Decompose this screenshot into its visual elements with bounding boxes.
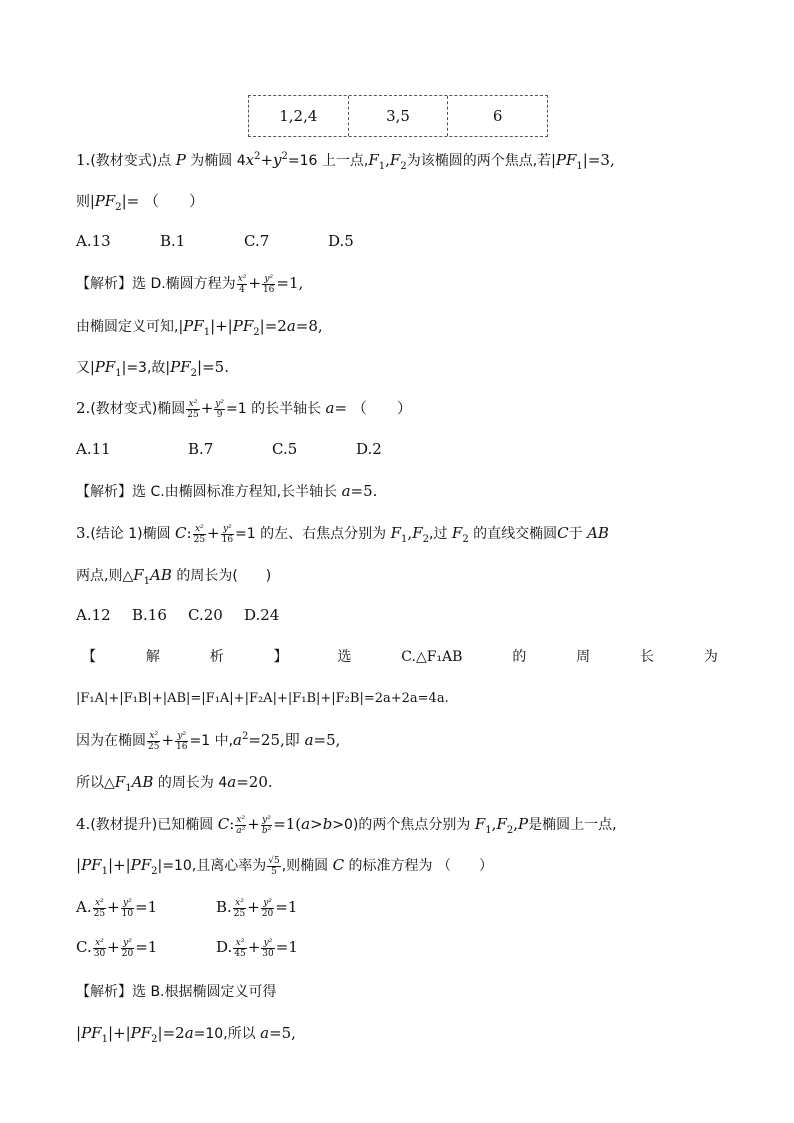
fraction: $\frac{\text{y²}}{9}$: [215, 398, 224, 420]
var: a: [260, 1024, 270, 1042]
q1-solution-3: 又$|PF_1|=3$,故$|PF_2|=5$.: [76, 358, 229, 379]
table-cell: 6: [447, 96, 547, 136]
var: C: [175, 524, 187, 542]
fraction: $\frac{\text{x²}}{25}$: [193, 523, 206, 545]
text: 选 C.由椭圆标准方程知,长半轴长: [132, 484, 342, 500]
text: 的直线交椭圆: [468, 526, 558, 542]
text: 是椭圆上一点,: [528, 817, 617, 833]
q4-stem-2: $|PF_1|+|PF_2|=10$,且离心率为 $\frac{√5}{5}$ ,则椭圆 C 的标准方程为 （ ）: [76, 855, 494, 877]
text: 周: [576, 649, 591, 665]
var: AB: [587, 524, 609, 542]
text: |=2: [157, 1024, 185, 1042]
text: |=3,: [582, 151, 615, 169]
var: a: [325, 399, 335, 417]
q-number: 4.: [76, 815, 91, 833]
fraction: $\frac{\text{y²}}{\text{b²}}$: [261, 814, 272, 836]
var: PF: [555, 151, 577, 169]
q4-options-2: [76, 936, 298, 959]
text: +: [260, 151, 274, 169]
var: P: [518, 815, 529, 833]
q-tag: (教材提升): [90, 817, 158, 833]
option: D.24: [244, 606, 280, 624]
text: 选 B.根据椭圆定义可得: [132, 984, 277, 1000]
text: ,则椭圆: [281, 858, 333, 874]
var: F: [474, 815, 486, 833]
q3-options: [76, 604, 279, 626]
q2-stem: 2.(教材变式)椭圆 $\frac{\text{x²}}{25}$ + $\frac{\text{y²}}{9}$ =1 的长半轴长 a= （ ）: [76, 398, 412, 420]
var: a: [227, 773, 237, 791]
fraction: $\frac{\text{y²}}{16}$: [176, 730, 188, 752]
var: F: [412, 524, 423, 542]
text: |: [76, 1024, 82, 1042]
option: A.11: [76, 440, 111, 458]
text: 所以△: [76, 775, 115, 791]
text: |=5.: [197, 358, 229, 376]
fraction: $\frac{\text{x²}}{25}$: [148, 730, 160, 752]
var: F: [496, 815, 507, 833]
fraction: $\frac{\text{y²}}{16}$: [221, 523, 234, 545]
q4-solution-2: $|PF_1|+|PF_2|=2a=10$,所以 a=5,: [76, 1024, 296, 1045]
text: |= （ ）: [121, 192, 204, 210]
q3-stem-2: 两点,则$\triangle F_1AB$ 的周长为( ): [76, 566, 272, 587]
q4-options-1: [76, 896, 297, 919]
text: 则|: [76, 194, 95, 210]
text: 为该椭圆的两个焦点,若|: [406, 153, 556, 169]
text: =5,: [313, 731, 341, 749]
text: |+|: [107, 1024, 131, 1042]
var: PF: [130, 1024, 152, 1042]
text: =1 的左、右焦点分别为: [235, 526, 391, 542]
q1-solution-1: 【解析】选 D.椭圆方程为 $\frac{\text{x²}}{4}$ + $\frac{\text{y²}}{16}$ =1,: [76, 273, 304, 295]
q1-options: [76, 230, 354, 252]
text: =5,: [269, 1024, 296, 1042]
var: F: [389, 151, 401, 169]
text: 解: [145, 649, 160, 665]
option: C. $\frac{\text{x²}}{30}$ + $\frac{\text{y²}}{20}$ =1: [76, 937, 158, 959]
option: C.20: [188, 606, 223, 624]
option: B.7: [188, 440, 214, 458]
q3-solution-1: [82, 646, 718, 668]
q-tag: (教材变式): [90, 401, 158, 417]
text: 点: [157, 153, 176, 169]
option: C.5: [272, 440, 298, 458]
text: = （ ）: [334, 399, 412, 417]
text: =25,即: [248, 731, 305, 749]
text: 椭圆: [142, 526, 176, 542]
text: |=3,故|: [121, 360, 171, 376]
text: ,过: [429, 526, 452, 542]
text: 为: [703, 649, 718, 665]
text: =5.: [350, 482, 378, 500]
q-number: 1.: [76, 151, 91, 169]
q-tag: (结论 1): [90, 526, 143, 542]
var: F: [114, 773, 126, 791]
option: B. $\frac{\text{x²}}{25}$ + $\frac{\text{y²}}{20}$ =1: [216, 897, 298, 919]
option: B.16: [132, 606, 167, 624]
var: C: [217, 815, 230, 833]
var: PF: [170, 358, 191, 376]
var: AB: [131, 773, 154, 791]
text: |: [76, 856, 82, 874]
var: a: [286, 317, 296, 335]
fraction: $\frac{\text{x²}}{4}$: [237, 273, 247, 295]
text: 长: [640, 649, 655, 665]
text: 析: [209, 649, 224, 665]
var: PF: [81, 1024, 102, 1042]
option: B.1: [160, 232, 186, 250]
var: P: [175, 151, 186, 169]
text: 因为在椭圆: [76, 733, 146, 749]
text: 的周长为 4: [153, 775, 228, 791]
text: 已知椭圆: [157, 817, 218, 833]
fraction: $\frac{\text{x²}}{25}$: [187, 398, 199, 420]
var: PF: [183, 317, 204, 335]
var: F: [368, 151, 379, 169]
option: C.7: [244, 232, 270, 250]
var: y: [273, 151, 282, 169]
var: C: [332, 856, 345, 874]
q1-solution-2: 由椭圆定义可知$,|PF_1|+|PF_2|=2a=8$,: [76, 317, 323, 338]
fraction: $\frac{\text{y²}}{16}$: [262, 273, 275, 295]
text: >: [310, 815, 323, 833]
text: 的周长为( ): [171, 568, 272, 584]
answer-table: [248, 95, 548, 137]
option: A.13: [76, 232, 111, 250]
var: b: [322, 815, 333, 833]
text: =16 上一点,: [287, 153, 369, 169]
var: F: [390, 524, 402, 542]
text: =1 的长半轴长: [225, 401, 326, 417]
text: 】: [273, 649, 288, 665]
var: a: [301, 815, 311, 833]
q3-solution-2: |F₁A|+|F₁B|+|AB|=|F₁A|+|F₂A|+|F₁B|+|F₂B|=2a+2a=4a.: [76, 691, 449, 706]
text: =20.: [236, 773, 273, 791]
var: PF: [94, 358, 116, 376]
text: 椭圆: [157, 401, 186, 417]
text: 【: [82, 649, 96, 665]
text: C.△F₁AB: [401, 649, 463, 665]
q3-solution-3: 因为在椭圆 $\frac{\text{x²}}{25}$ + $\frac{\text{y²}}{16}$ =1 中$,a^2=25$,即 a=5,: [76, 730, 341, 752]
fraction: $\frac{√5}{5}$: [268, 855, 280, 877]
text: =1 中,: [189, 733, 234, 749]
q3-stem: 3.(结论 1)椭圆 C: $\frac{\text{x²}}{25}$ + $\frac{\text{y²}}{16}$ =1 的左、右焦点分别为 $F_1,F_2$,过 $F_2$ 的直线交椭圆C于 AB: [76, 523, 609, 545]
text: 为椭圆 4: [185, 153, 246, 169]
q1-stem-2: 则$|PF_2|=$ （ ）: [76, 192, 204, 213]
fraction: $\frac{\text{x²}}{\text{a²}}$: [236, 814, 246, 836]
var: PF: [130, 856, 152, 874]
var: PF: [94, 192, 116, 210]
text: |=2: [259, 317, 287, 335]
text: 的: [512, 649, 527, 665]
text: 选 D.椭圆方程为: [132, 276, 236, 292]
text: 又|: [76, 360, 95, 376]
q4-stem: 4.(教材提升)已知椭圆 C: $\frac{\text{x²}}{\text{a²}}$ + $\frac{\text{y²}}{\text{b²}}$ =1(a>b>0)的两个焦点分别为 $F_1,F_2,P$是椭圆上一点,: [76, 814, 617, 836]
q-number: 2.: [76, 399, 91, 417]
table-cell: 1,2,4: [279, 107, 318, 125]
var: a: [184, 1024, 194, 1042]
text: |+|: [107, 856, 131, 874]
text: 于: [568, 526, 588, 542]
var: x: [245, 151, 255, 169]
text: |=10,且离心率为: [157, 858, 267, 874]
option: D.2: [356, 440, 382, 458]
var: F: [133, 566, 144, 584]
q-tag: (教材变式): [90, 153, 158, 169]
option: D. $\frac{\text{x²}}{45}$ + $\frac{\text{y²}}{30}$ =1: [216, 937, 298, 959]
option: A. $\frac{\text{x²}}{25}$ + $\frac{\text{y²}}{10}$ =1: [76, 897, 158, 919]
table-cell: 3,5: [348, 96, 448, 136]
var: PF: [81, 856, 102, 874]
text: =1(: [273, 815, 302, 833]
q-number: 3.: [76, 524, 91, 542]
var: a: [233, 731, 242, 749]
q3-solution-4: 所以$\triangle F_1AB$ 的周长为 4a=20.: [76, 773, 273, 794]
var: a: [341, 482, 351, 500]
option: A.12: [76, 606, 111, 624]
var: C: [557, 524, 569, 542]
q2-options: [76, 438, 382, 460]
solution-tag: 【解析】: [76, 984, 132, 1000]
text: =10,所以: [193, 1026, 261, 1042]
var: F: [451, 524, 463, 542]
q2-solution: [76, 480, 377, 503]
text: 的标准方程为 （ ）: [344, 858, 494, 874]
solution-tag: 【解析】: [76, 484, 132, 500]
text: 两点,则△: [76, 568, 134, 584]
text: =8,: [295, 317, 323, 335]
var: a: [304, 731, 314, 749]
solution-tag: 【解析】: [76, 276, 132, 292]
q4-solution-1: [76, 980, 277, 1003]
text: |+|: [210, 317, 233, 335]
text: >0)的两个焦点分别为: [332, 817, 475, 833]
text: 选: [337, 649, 352, 665]
text: =1,: [276, 274, 304, 292]
text: 由椭圆定义可知,|: [76, 319, 184, 335]
q1-stem: 1.(教材变式)点 P 为椭圆 $4x^2+y^2=16$ 上一点$,F_1,F_2$为该椭圆的两个焦点,若$|PF_1|=3$,: [76, 151, 615, 172]
option: D.5: [328, 232, 354, 250]
var: AB: [150, 566, 172, 584]
var: PF: [232, 317, 254, 335]
